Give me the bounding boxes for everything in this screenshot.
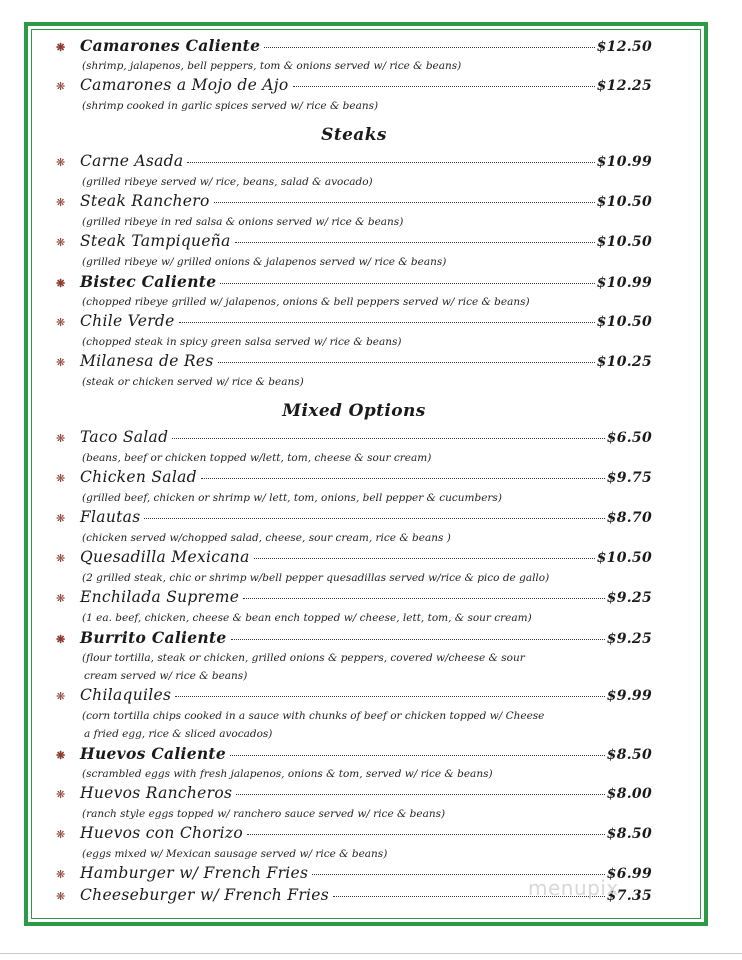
menu-item-price: $6.50 [606,430,652,446]
menu-item [56,76,652,116]
dot-leader [293,86,595,87]
menu-item [56,152,652,192]
menu-item-name: Carne Asada [80,152,184,170]
menu-item-description: (grilled ribeye served w/ rice, beans, salad & avocado) [82,176,373,188]
menu-item-price: $10.99 [596,154,652,170]
chili-icon: ❋ [56,828,66,841]
dot-leader [187,162,594,163]
menu-item-price: $8.50 [606,747,652,763]
steaks-items [56,152,652,392]
chili-icon: ❋ [56,788,66,801]
dot-leader [144,518,604,519]
section-title-mixed-options: Mixed Options [282,401,426,421]
menu-item-description: (flour tortilla, steak or chicken, grilled onions & peppers, covered w/cheese & sour [82,652,525,664]
menu-item-price: $8.50 [606,826,652,842]
top-items [56,36,652,116]
menu-item [56,312,652,352]
chili-icon: ❋ [56,633,66,646]
menu-item-line [56,548,652,570]
menu-item-description: (steak or chicken served w/ rice & beans) [82,376,304,388]
chili-icon: ❋ [56,432,66,445]
menu-item-line [56,272,652,294]
menu-item-description: (chopped steak in spicy green salsa served w/ rice & beans) [82,336,402,348]
menu-item-name: Camarones a Mojo de Ajo [80,76,289,94]
menu-item-price: $10.50 [596,194,652,210]
mixed-items [56,428,652,908]
chili-icon: ❋ [56,316,66,329]
chili-icon: ❋ [56,236,66,249]
menu-item [56,36,652,76]
menu-item-name: Milanesa de Res [80,352,214,370]
dot-leader [236,794,604,795]
dot-leader [172,438,604,439]
menu-item-description: cream served w/ rice & beans) [84,670,248,682]
chili-icon: ❋ [56,196,66,209]
menu-item-description: (chicken served w/chopped salad, cheese, sour cream, rice & beans ) [82,532,451,544]
dot-leader [220,283,594,284]
watermark: menupix [528,876,619,900]
menu-item-name: Bistec Caliente [80,272,217,291]
menu-item [56,784,652,824]
menu-item-line [56,76,652,98]
menu-item-name: Enchilada Supreme [80,588,240,606]
menu-item-description: a fried egg, rice & sliced avocados) [84,728,273,740]
menu-item-line [56,628,652,650]
chili-icon: ❋ [56,156,66,169]
menu-item-price: $10.99 [596,275,652,291]
menu-item-price: $9.75 [606,470,652,486]
dot-leader [214,202,595,203]
menu-item-name: Huevos con Chorizo [80,824,244,842]
dot-leader [218,362,595,363]
dot-leader [312,874,604,875]
menu-item-name: Huevos Caliente [80,744,227,763]
menu-item-line [56,36,652,58]
dot-leader [179,322,595,323]
chili-icon: ❋ [56,890,66,903]
menu-item-line [56,312,652,334]
menu-item-name: Huevos Rancheros [80,784,233,802]
dot-leader [231,639,605,640]
menu-item [56,272,652,312]
menu-item-line [56,784,652,806]
menu-item-name: Hamburger w/ French Fries [80,864,309,882]
menu-item-description: (2 grilled steak, chic or shrimp w/bell pepper quesadillas served w/rice & pico de gallo) [82,572,550,584]
menu-item-description: (1 ea. beef, chicken, cheese & bean ench topped w/ cheese, lett, tom, & sour cream) [82,612,532,624]
dot-leader [175,696,604,697]
chili-icon: ❋ [56,41,66,54]
menu-item-price: $10.25 [596,354,652,370]
chili-icon: ❋ [56,80,66,93]
menu-item-line [56,686,652,708]
menu-item-price: $9.25 [606,590,652,606]
menu-item-line [56,232,652,254]
menu-item-name: Taco Salad [80,428,169,446]
dot-leader [243,598,604,599]
menu-item [56,508,652,548]
menu-item-price: $9.99 [606,688,652,704]
menu-item-price: $10.50 [596,550,652,566]
chili-icon: ❋ [56,592,66,605]
menu-item-line [56,352,652,374]
dot-leader [254,558,595,559]
menu-item-description: (shrimp, jalapenos, bell peppers, tom & onions served w/ rice & beans) [82,60,462,72]
dot-leader [247,834,605,835]
menu-item-description: (chopped ribeye grilled w/ jalapenos, onions & bell peppers served w/ rice & beans) [82,296,530,308]
chili-icon: ❋ [56,868,66,881]
menu-item-line [56,588,652,610]
menu-item-description: (shrimp cooked in garlic spices served w/ rice & beans) [82,100,379,112]
menu-item-description: (beans, beef or chicken topped w/lett, tom, cheese & sour cream) [82,452,432,464]
menu-item-price: $12.25 [596,78,652,94]
menu-item-price: $12.50 [596,39,652,55]
menu-item-line [56,468,652,490]
menu-item-name: Quesadilla Mexicana [80,548,250,566]
dot-leader [230,755,605,756]
menu-item-description: (grilled ribeye in red salsa & onions served w/ rice & beans) [82,216,404,228]
menu-item-price: $9.25 [606,631,652,647]
dot-leader [264,47,594,48]
menu-item-description: (grilled ribeye w/ grilled onions & jalapenos served w/ rice & beans) [82,256,447,268]
chili-icon: ❋ [56,472,66,485]
menu-item [56,352,652,392]
menu-item [56,192,652,232]
menu-item-name: Camarones Caliente [80,36,261,55]
menu-list [56,36,652,908]
menu-item [56,468,652,508]
menu-item-name: Steak Tampiqueña [80,232,231,250]
menu-item-price: $10.50 [596,234,652,250]
menu-item-price: $8.70 [606,510,652,526]
menu-item [56,548,652,588]
menu-item-line [56,744,652,766]
dot-leader [235,242,595,243]
menu-item-line [56,192,652,214]
menu-item [56,232,652,272]
menu-item-price: $6.99 [606,866,652,882]
menu-item-description: (ranch style eggs topped w/ ranchero sauce served w/ rice & beans) [82,808,446,820]
menu-item-line [56,508,652,530]
menu-item-name: Chile Verde [80,312,175,330]
menu-item [56,744,652,784]
menu-item-description: (eggs mixed w/ Mexican sausage served w/ rice & beans) [82,848,388,860]
menu-item-name: Flautas [80,508,141,526]
dot-leader [201,478,605,479]
menu-item-line [56,428,652,450]
menu-item-description: (grilled beef, chicken or shrimp w/ lett, tom, onions, bell pepper & cucumbers) [82,492,502,504]
menu-item-description: (scrambled eggs with fresh jalapenos, onions & tom, served w/ rice & beans) [82,768,493,780]
menu-item-name: Burrito Caliente [80,628,227,647]
chili-icon: ❋ [56,512,66,525]
menu-item-price: $8.00 [606,786,652,802]
chili-icon: ❋ [56,690,66,703]
menu-item-name: Cheeseburger w/ French Fries [80,886,330,904]
menu-item-line [56,824,652,846]
page-bottom-rule [0,953,742,954]
section-title-steaks: Steaks [321,125,387,145]
menu-item [56,686,652,744]
menu-item [56,628,652,686]
menu-item-description: (corn tortilla chips cooked in a sauce with chunks of beef or chicken topped w/ Cheese [82,710,545,722]
chili-icon: ❋ [56,277,66,290]
menu-item-price: $7.35 [606,888,652,904]
chili-icon: ❋ [56,749,66,762]
menu-item-price: $10.50 [596,314,652,330]
menu-item-name: Steak Ranchero [80,192,210,210]
menu-item [56,428,652,468]
menu-item-name: Chicken Salad [80,468,197,486]
chili-icon: ❋ [56,552,66,565]
menu-item [56,824,652,864]
menu-item [56,588,652,628]
chili-icon: ❋ [56,356,66,369]
menu-item-name: Chilaquiles [80,686,172,704]
menu-item-line [56,152,652,174]
